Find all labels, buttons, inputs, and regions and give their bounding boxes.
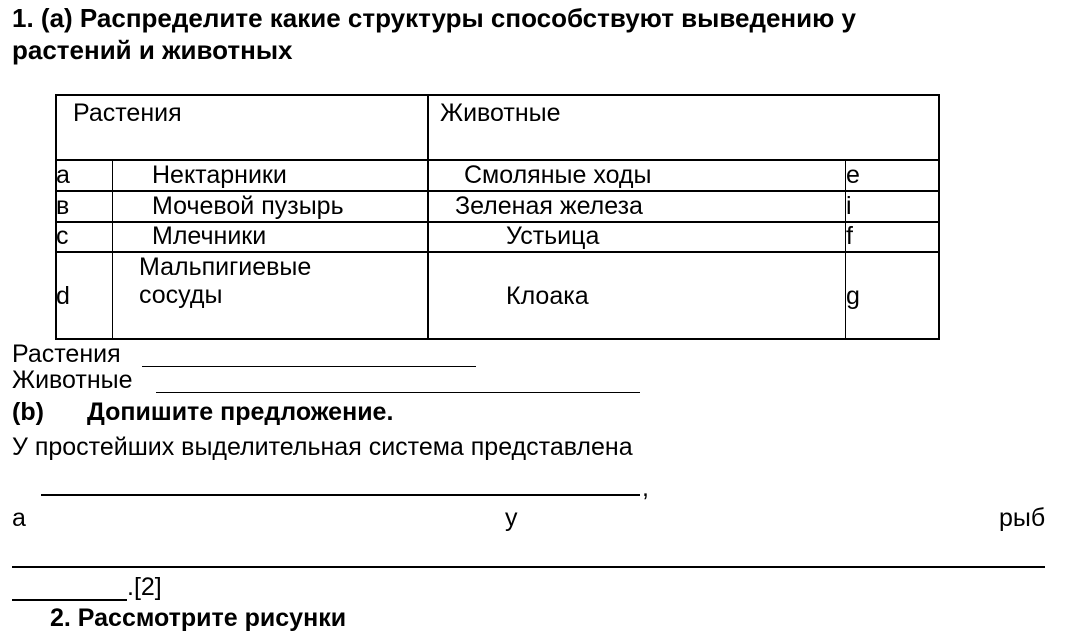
- table-row-2-left-letter: в: [56, 192, 70, 220]
- table-row-3-right-letter: f: [846, 222, 853, 250]
- answer-plants-line[interactable]: [142, 366, 476, 367]
- fill-in-line-1[interactable]: [41, 494, 640, 496]
- word-a: а: [12, 504, 26, 532]
- table-border-right: [938, 94, 940, 340]
- part-b-sentence: У простейших выделительная система представлена: [12, 433, 633, 461]
- table-row-2-left-item: Мочевой пузырь: [152, 192, 344, 220]
- table-line-v1: [112, 159, 113, 340]
- score-mark: .[2]: [127, 573, 162, 601]
- table-border-top: [55, 94, 940, 96]
- table-row-1-left-item: Нектарники: [152, 161, 287, 189]
- table-row-3-left-letter: c: [56, 222, 69, 250]
- answer-animals-line[interactable]: [156, 392, 640, 393]
- word-u: у: [505, 504, 518, 532]
- part-b-label: (b): [12, 398, 44, 426]
- table-row-3-right-item: Устьица: [506, 222, 600, 250]
- table-border-bottom: [55, 338, 940, 340]
- table-row-4-left-letter: d: [56, 282, 70, 310]
- table-row-2-right-letter: i: [846, 192, 852, 220]
- table-row-1-left-letter: a: [56, 161, 70, 189]
- table-line-v2: [427, 94, 429, 340]
- part-b-instruction: Допишите предложение.: [87, 398, 394, 426]
- structures-table: [55, 94, 940, 340]
- table-row-1-right-letter: e: [846, 161, 860, 189]
- table-row-4-left-item-line-1: Мальпигиевые: [139, 253, 312, 281]
- table-row-4-right-item: Клоака: [506, 282, 589, 310]
- question-1-title-line-2: растений и животных: [12, 35, 293, 65]
- table-header-plants: Растения: [73, 99, 182, 127]
- table-row-2-right-item: Зеленая железа: [455, 192, 643, 220]
- comma: ,: [642, 474, 649, 502]
- table-row-4-right-letter: g: [846, 282, 860, 310]
- word-fish: рыб: [999, 504, 1046, 532]
- question-1-title-line-1: 1. (a) Распределите какие структуры способствуют выведению у: [12, 3, 857, 33]
- fill-in-line-2[interactable]: [12, 566, 1045, 568]
- table-row-4-left-item-line-2: сосуды: [139, 281, 223, 309]
- answer-plants-label: Растения: [12, 340, 121, 368]
- table-row-3-left-item: Млечники: [152, 222, 267, 250]
- answer-animals-label: Животные: [12, 366, 133, 394]
- table-row-1-right-item: Смоляные ходы: [464, 161, 652, 189]
- question-2-title: 2. Рассмотрите рисунки: [50, 604, 347, 632]
- fill-in-line-3[interactable]: [12, 599, 127, 601]
- table-header-animals: Животные: [440, 99, 561, 127]
